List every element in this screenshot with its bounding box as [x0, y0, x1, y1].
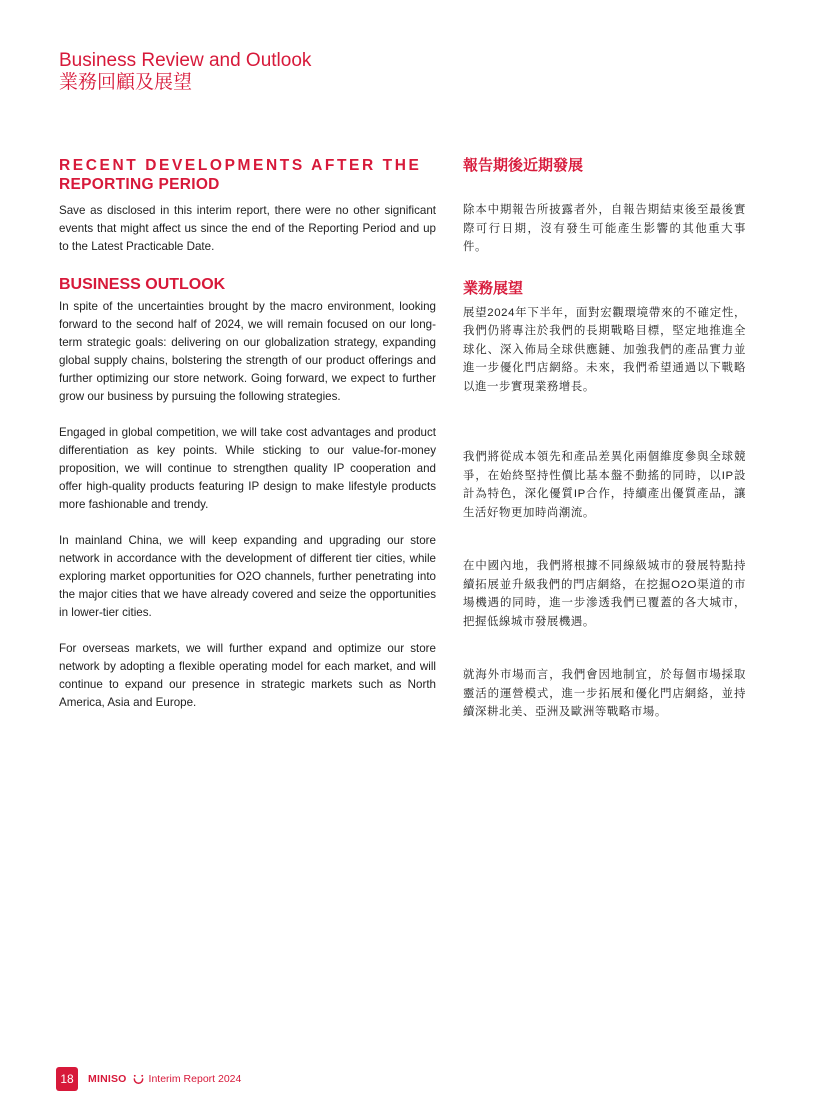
- recent-developments-text: Save as disclosed in this interim report, there were no other significant events that might affect us since the end of the Reporting Period and up to the Latest Practicable Date.: [59, 204, 436, 253]
- miniso-smile-icon: [132, 1073, 145, 1086]
- recent-developments-heading-zh: 報告期後近期發展: [463, 157, 584, 174]
- recent-developments-heading-line1: RECENT DEVELOPMENTS AFTER THE: [59, 157, 422, 174]
- outlook-paragraph-1: In spite of the uncertainties brought by the macro environment, looking forward to the second half of 2024, we will remain focused on our long-term strategic goals: delivering on our globalization strategy, expanding global supply chains, bolstering the strength of our product offerings and further optimizing our store network. Going forward, we expect to further grow our business by pursuing the following strategies.: [59, 300, 436, 403]
- chinese-column: [463, 156, 746, 722]
- outlook-paragraph-3: In mainland China, we will keep expanding and upgrading our store network in accordance with the development of different tier cities, while exploring market opportunities for O2O channels, further penetrating into the major cities that we have already covered and seize the opportunities in lower-tier cities.: [59, 534, 436, 619]
- brand-name: MINISO: [88, 1073, 127, 1085]
- recent-developments-text-zh: 除本中期報告所披露者外，自報告期結束後至最後實際可行日期，沒有發生可能產生影響的其他重大事件。: [463, 204, 746, 253]
- outlook-paragraph-4-zh: 就海外市場而言，我們會因地制宜，於每個市場採取靈活的運營模式，進一步拓展和優化門店網絡，並持續深耕北美、亞洲及歐洲等戰略市場。: [463, 669, 746, 718]
- page-number: 18: [56, 1067, 78, 1091]
- business-outlook-heading: BUSINESS OUTLOOK: [59, 276, 226, 293]
- page-header-title-en: Business Review and Outlook: [59, 50, 312, 71]
- outlook-paragraph-3-zh: 在中國內地，我們將根據不同線級城市的發展特點持續拓展並升級我們的門店網絡，在挖掘O2O渠道的市場機遇的同時，進一步滲透我們已覆蓋的各大城市，把握低線城市發展機遇。: [463, 560, 746, 628]
- outlook-paragraph-4: For overseas markets, we will further expand and optimize our store network by adopting a flexible operating model for each market, and will continue to expand our presence in strategic markets such as North America, Asia and Europe.: [59, 642, 436, 709]
- page-header-title-zh: 業務回顧及展望: [59, 72, 193, 93]
- outlook-paragraph-2: Engaged in global competition, we will take cost advantages and product differentiation as key points. While sticking to our value-for-money proposition, we will continue to strengthen quality IP cooperation and offer high-quality products featuring IP design to make lifestyle products more fashionable and trendy.: [59, 426, 436, 511]
- outlook-paragraph-2-zh: 我們將從成本領先和產品差異化兩個維度參與全球競爭，在始終堅持性價比基本盤不動搖的同時，以IP設計為特色，深化優質IP合作，持續產出優質產品，讓生活好物更加時尚潮流。: [463, 451, 746, 519]
- report-name: Interim Report 2024: [148, 1073, 242, 1085]
- recent-developments-heading: [59, 156, 436, 194]
- business-outlook-heading-zh: 業務展望: [463, 279, 524, 297]
- recent-developments-heading-line2: REPORTING PERIOD: [59, 176, 220, 193]
- english-column: [59, 156, 436, 712]
- outlook-paragraph-1-zh: 展望2024年下半年，面對宏觀環境帶來的不確定性，我們仍將專注於我們的長期戰略目標，堅定地推進全球化、深入佈局全球供應鏈、加強我們的產品實力並進一步優化門店網絡。未來，我們希望通過以下戰略以進一步實現業務增長。: [463, 306, 746, 393]
- page-footer: [56, 1067, 241, 1091]
